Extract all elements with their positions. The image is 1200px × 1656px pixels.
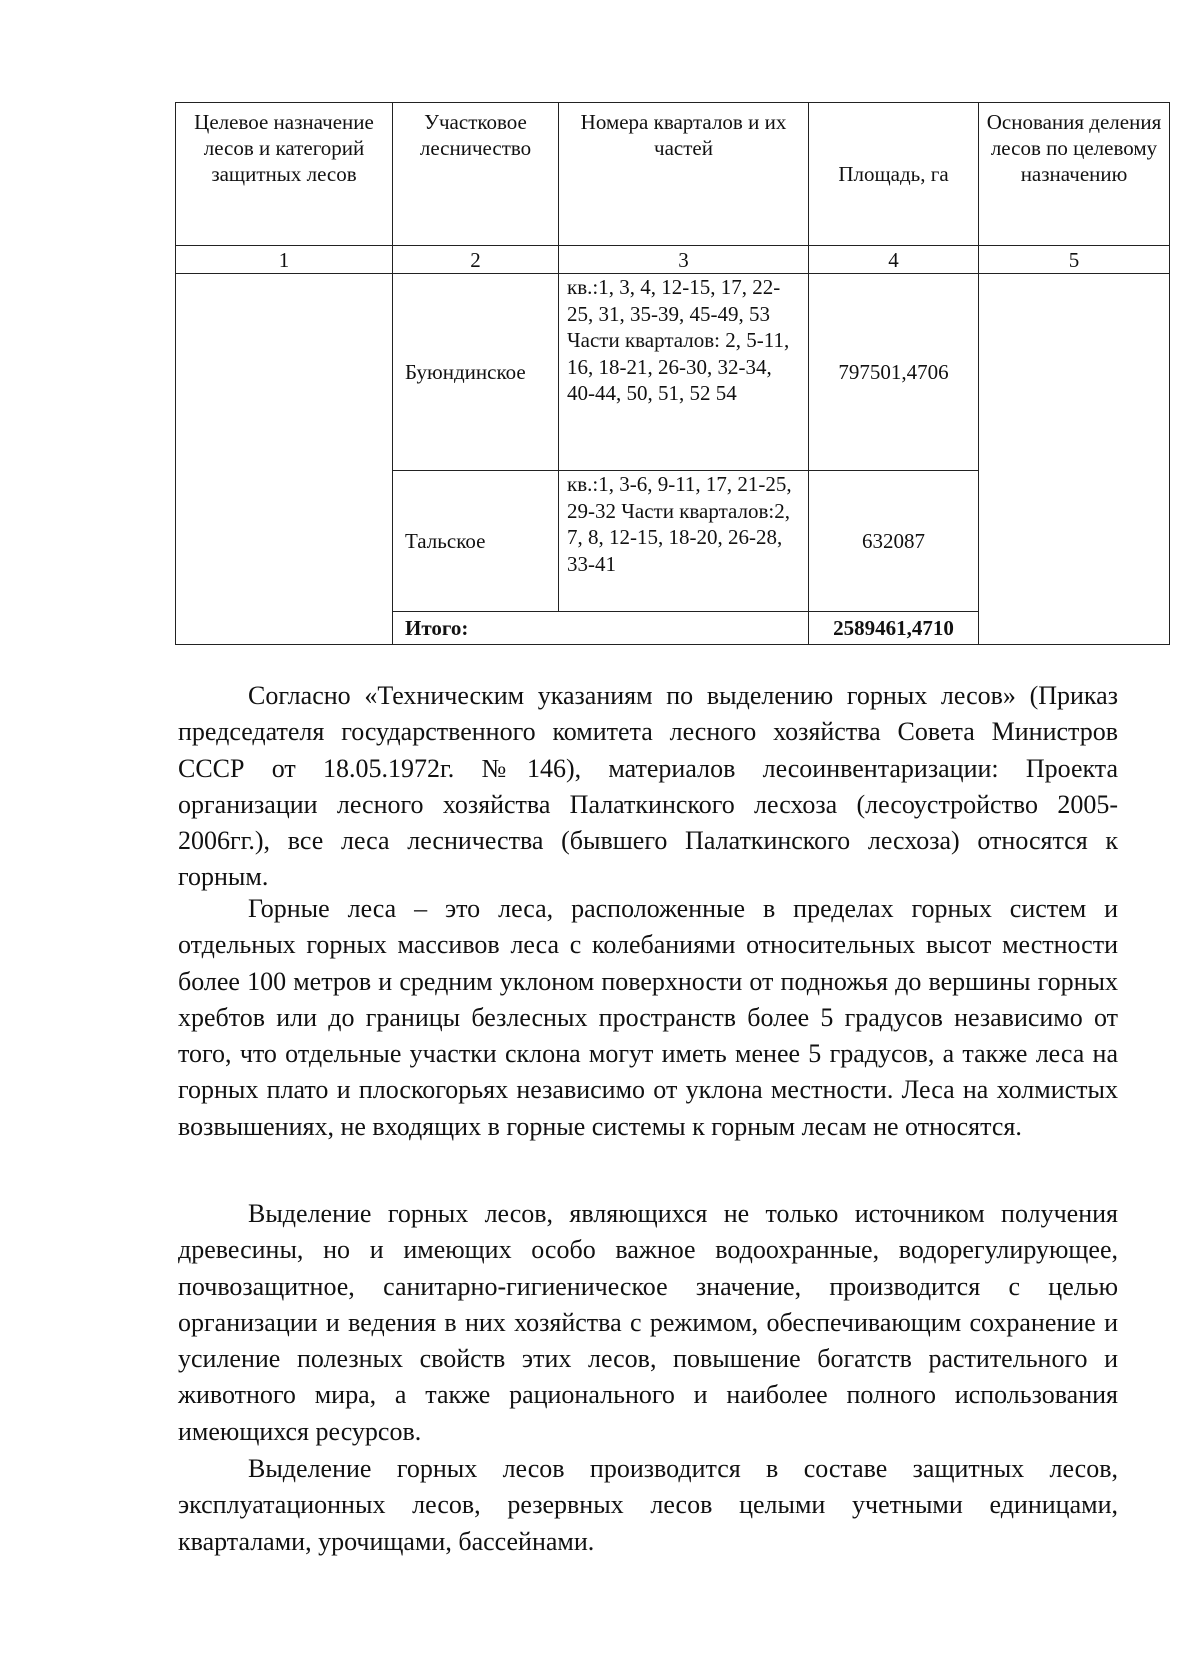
- paragraph-1: Согласно «Техническим указаниям по выделению горных лесов» (Приказ председателя государственного комитета лесного хозяйства Совета Министров СССР от 18.05.1972г. №146), материалов лесоинвентаризации: Проекта организации лесного хозяйства Палаткинского лесхоза (лесоустройство 2005-2006гг.), все леса лесничества (бывшего Палаткинского лесхоза) относятся к горным.: [178, 681, 1118, 892]
- quarters-cell: кв.:1, 3, 4, 12-15, 17, 22-25, 31, 35-39, 45-49, 53 Части кварталов: 2, 5-11, 16, 18-21, 26-30, 32-34, 40-44, 50, 51, 52 54: [559, 274, 809, 471]
- paragraph-3: Выделение горных лесов, являющихся не только источником получения древесины, но и имеющих особо важное водоохранные, водорегулирующее, почвозащитное, санитарно-гигиеническое значение, производится с целью организации и ведения в них хозяйства с режимом, обеспечивающим сохранение и усиление полезных свойств этих лесов, повышение богатств растительного и животного мира, а также рационального и наиболее полного использования имеющихся ресурсов.: [178, 1199, 1118, 1446]
- forest-allocation-table: [175, 102, 1170, 645]
- column-number: 4: [809, 246, 979, 274]
- column-number: 2: [393, 246, 559, 274]
- header-forestry: Участковое лесничество: [393, 103, 559, 246]
- column-number-row: [176, 246, 1170, 274]
- total-label: Итого:: [393, 612, 809, 645]
- header-basis: Основания деления лесов по целевому назначению: [979, 103, 1170, 246]
- total-value: 2589461,4710: [809, 612, 979, 645]
- forestry-cell: Буюндинское: [393, 274, 559, 471]
- column-number: 5: [979, 246, 1170, 274]
- forestry-cell: Тальское: [393, 471, 559, 612]
- area-cell: 632087: [809, 471, 979, 612]
- header-purpose: Целевое назначение лесов и категорий защитных лесов: [176, 103, 393, 246]
- paragraph-4: Выделение горных лесов производится в составе защитных лесов, эксплуатационных лесов, резервных лесов целыми учетными единицами, кварталами, урочищами, бассейнами.: [178, 1454, 1118, 1556]
- header-area: Площадь, га: [809, 103, 979, 246]
- column-number: 3: [559, 246, 809, 274]
- basis-cell: [979, 274, 1170, 645]
- area-cell: 797501,4706: [809, 274, 979, 471]
- table-row: [176, 274, 1170, 471]
- paragraph-2: Горные леса – это леса, расположенные в пределах горных систем и отдельных горных массивов леса с колебаниями относительных высот местности более 100 метров и средним уклоном поверхности от подножья до вершины горных хребтов или до границы безлесных пространств более 5 градусов независимо от того, что отдельные участки склона могут иметь менее 5 градусов, а также леса на горных плато и плоскогорьях независимо от уклона местности. Леса на холмистых возвышениях, не входящих в горные системы к горным лесам не относятся.: [178, 894, 1118, 1141]
- header-quarters: Номера кварталов и их частей: [559, 103, 809, 246]
- table-header-row: [176, 103, 1170, 246]
- purpose-cell: [176, 274, 393, 645]
- quarters-cell: кв.:1, 3-6, 9-11, 17, 21-25, 29-32 Части кварталов:2, 7, 8, 12-15, 18-20, 26-28, 33-41: [559, 471, 809, 612]
- column-number: 1: [176, 246, 393, 274]
